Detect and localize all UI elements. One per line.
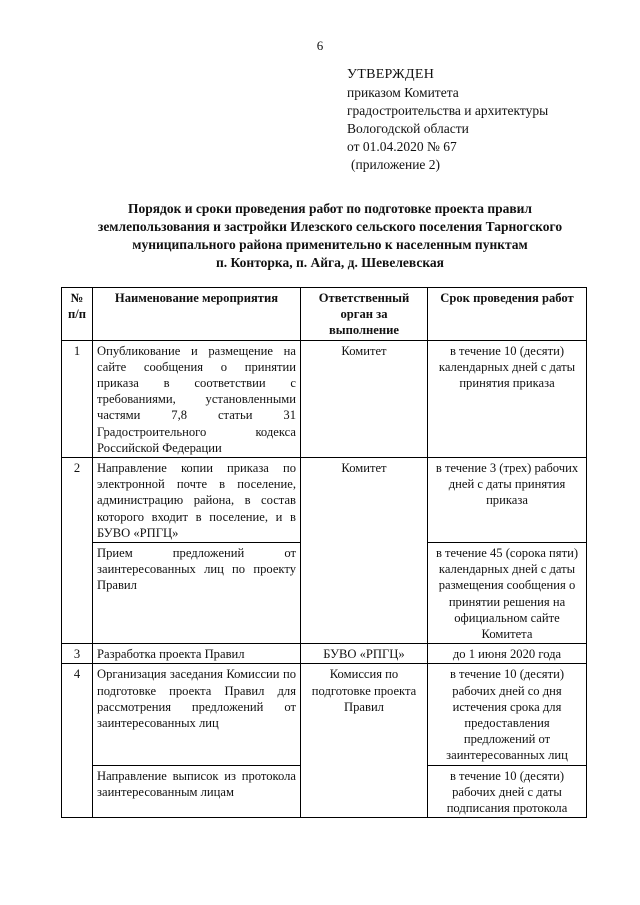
header-num: № п/п: [62, 288, 93, 341]
table-row: [62, 340, 587, 457]
row-num: 1: [62, 340, 93, 457]
row-term: в течение 10 (десяти) рабочих дней со дня истечения срока для предоставления предложений от заинтересованных лиц: [428, 664, 587, 765]
table-header-row: [62, 288, 587, 341]
title-line: Порядок и сроки проведения работ по подготовке проекта правил: [127, 201, 532, 216]
table-row: [62, 644, 587, 664]
row-term: в течение 10 (десяти) рабочих дней с даты подписания протокола: [428, 765, 587, 818]
row-term: в течение 10 (десяти) календарных дней с даты принятия приказа: [428, 340, 587, 457]
row-event: Организация заседания Комиссии по подготовке проекта Правил для рассмотрения предложений от заинтересованных лиц: [93, 664, 301, 765]
row-event: Направление выписок из протокола заинтересованным лицам: [93, 765, 301, 818]
row-num: 4: [62, 664, 93, 818]
approval-heading: УТВЕРЖДЕН: [347, 67, 435, 82]
approval-order-date: от 01.04.2020 № 67: [347, 139, 457, 154]
approval-block: [347, 66, 548, 174]
approval-appendix: (приложение 2): [351, 157, 441, 172]
row-term: в течение 45 (сорока пяти) календарных дней с даты размещения сообщения о принятии решения на официальном сайте Комитета: [428, 543, 587, 644]
header-org: Ответственный орган за выполнение: [301, 288, 428, 341]
row-org: Комиссия по подготовке проекта Правил: [301, 664, 428, 818]
row-term: до 1 июня 2020 года: [428, 644, 587, 664]
row-org: БУВО «РПГЦ»: [301, 644, 428, 664]
page-number: 6: [316, 38, 324, 53]
title-line: муниципального района применительно к населенным пунктам: [132, 237, 528, 252]
row-event: Разработка проекта Правил: [93, 644, 301, 664]
title-line: землепользования и застройки Илезского сельского поселения Тарногского: [97, 219, 563, 234]
row-event: Прием предложений от заинтересованных лиц по проекту Правил: [93, 543, 301, 644]
header-term: Срок проведения работ: [428, 288, 587, 341]
schedule-table: [61, 287, 587, 818]
table-row: [62, 458, 587, 543]
header-event: Наименование мероприятия: [93, 288, 301, 341]
row-num: 3: [62, 644, 93, 664]
approval-line: Вологодской области: [347, 121, 469, 136]
row-num: 2: [62, 458, 93, 644]
row-event: Направление копии приказа по электронной почте в поселение, администрацию района, в состав которого входит в поселение, и в БУВО «РПГЦ»: [93, 458, 301, 543]
row-term: в течение 3 (трех) рабочих дней с даты принятия приказа: [428, 458, 587, 543]
table-row: [62, 664, 587, 765]
row-org: Комитет: [301, 458, 428, 644]
row-org: Комитет: [301, 340, 428, 457]
document-title: [60, 200, 600, 272]
row-event: Опубликование и размещение на сайте сообщения о принятии приказа в соответствии с требованиями, установленными частями 7,8 статьи 31 Градостроительного кодекса Российской Федерации: [93, 340, 301, 457]
approval-line: приказом Комитета: [347, 85, 459, 100]
title-line: п. Конторка, п. Айга, д. Шевелевская: [216, 255, 444, 270]
approval-line: градостроительства и архитектуры: [347, 103, 549, 118]
